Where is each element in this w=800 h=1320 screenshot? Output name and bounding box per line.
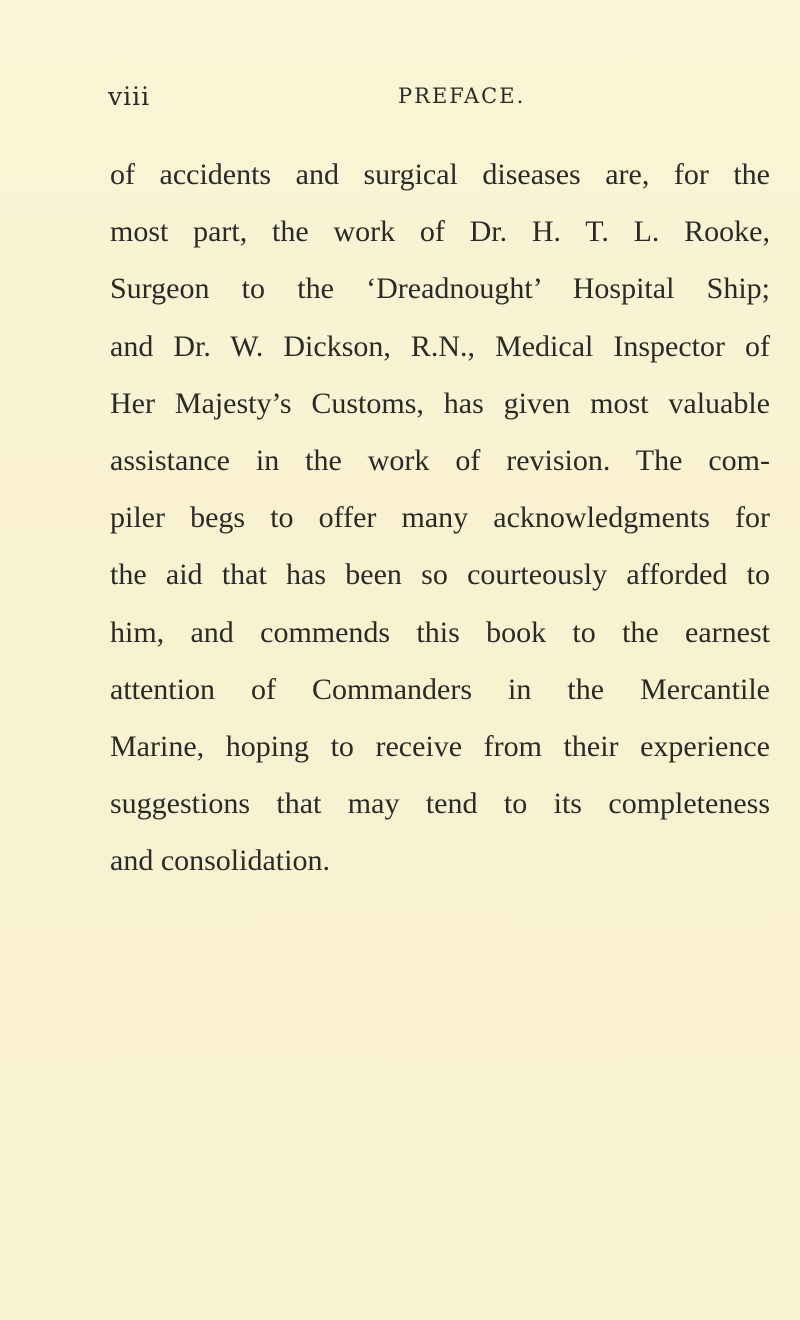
body-paragraph — [110, 146, 770, 889]
running-title: PREFACE. — [398, 84, 526, 108]
text-line: Surgeon to the ‘Dreadnought’ Hospital Ship; — [110, 272, 770, 306]
text-line: him, and commends this book to the earnest — [110, 615, 770, 649]
text-line: suggestions that may tend to its completeness — [110, 787, 770, 821]
text-line: piler begs to offer many acknowledgments for — [110, 501, 770, 535]
text-line: and Dr. W. Dickson, R.N., Medical Inspector of — [110, 329, 770, 363]
text-line: attention of Commanders in the Mercantile — [110, 672, 770, 706]
text-line: Marine, hoping to receive from their experience — [110, 729, 770, 763]
text-line: assistance in the work of revision. The com- — [110, 443, 770, 477]
page-number: viii — [108, 82, 151, 111]
text-line: Her Majesty’s Customs, has given most valuable — [110, 386, 770, 420]
text-line: the aid that has been so courteously afforded to — [110, 558, 770, 592]
text-line: of accidents and surgical diseases are, for the — [110, 158, 770, 191]
page-header — [108, 82, 748, 112]
text-line: most part, the work of Dr. H. T. L. Rooke, — [110, 215, 770, 249]
text-line-last: and consolidation. — [110, 844, 330, 878]
